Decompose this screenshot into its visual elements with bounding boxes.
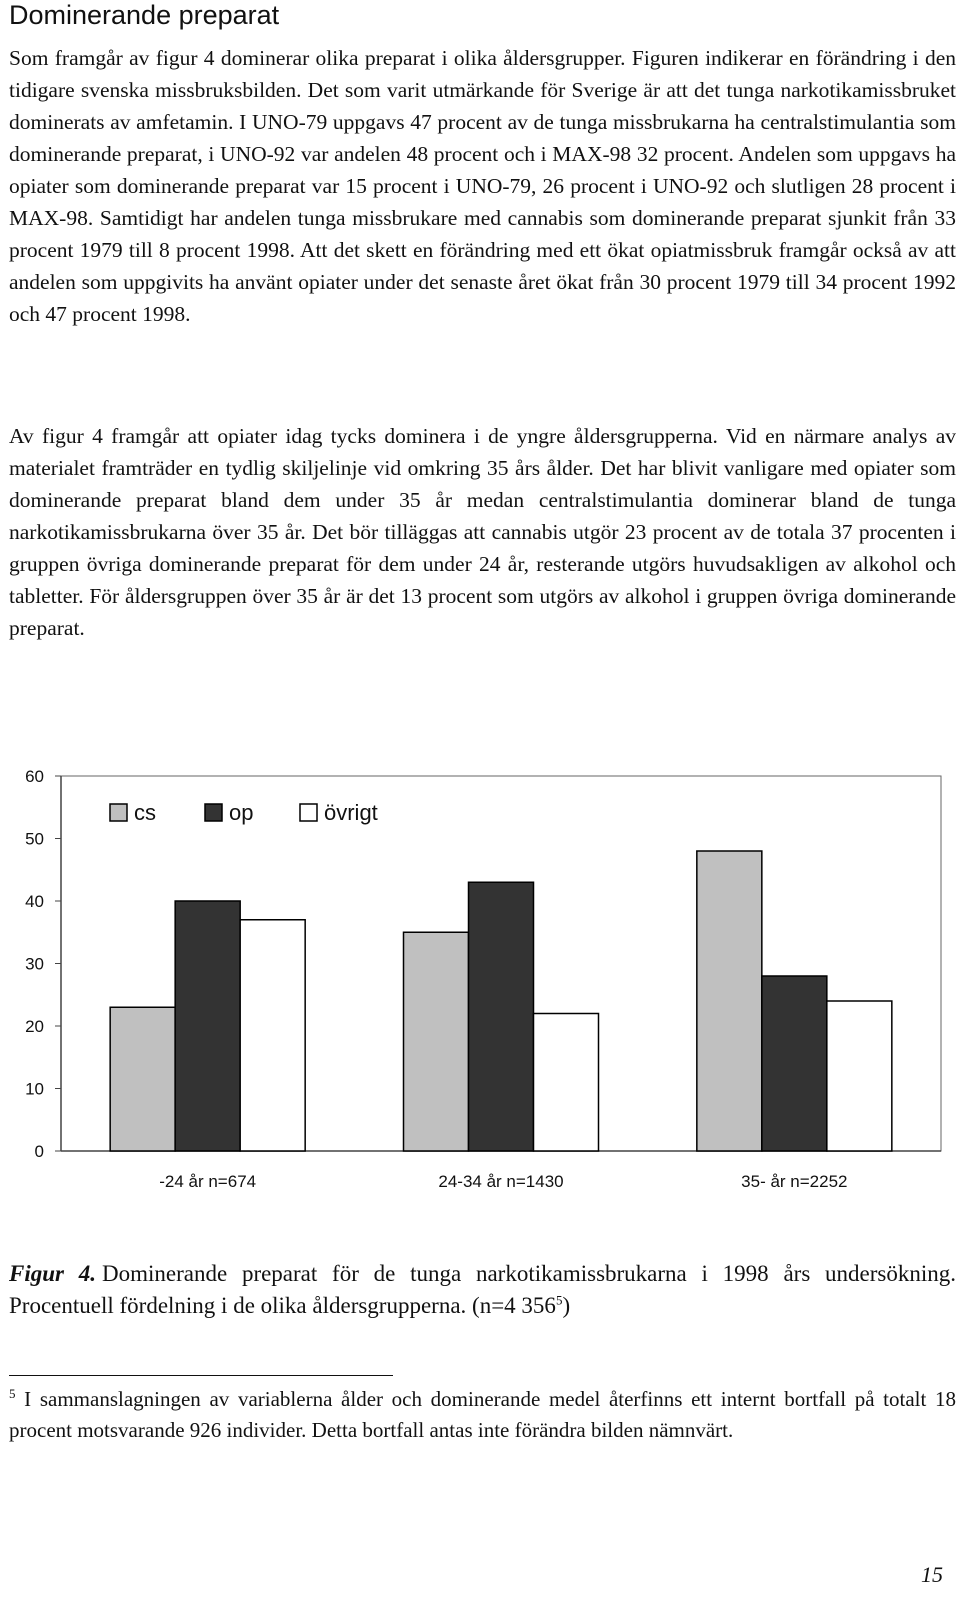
paragraph-2: Av figur 4 framgår att opiater idag tycks dominera i de yngre åldersgrupperna. Vid en närmare analys av materialet framträder en tydlig skiljelinje vid omkring 35 års ålder. Det har blivit vanligare med opiater som dominerande preparat bland dem under 35 år medan centralstimulantia dominerar bland de tunga narkotikamissbrukarna över 35 år. Det bör tilläggas att cannabis utgör 23 procent av de totala 37 procenten i gruppen övriga dominerande preparat för dem under 24 år, resterande utgörs huvudsakligen av alkohol och tabletter. För åldersgruppen över 35 år är det 13 procent som utgörs av alkohol i gruppen övriga dominerande preparat. [9, 424, 956, 640]
bar-övrigt-2 [534, 1014, 599, 1152]
y-tick-label: 60 [25, 767, 44, 786]
bar-övrigt-3 [827, 1001, 892, 1151]
footnote-text: I sammanslagningen av variablerna ålder och dominerande medel återfinns ett internt bortfall på totalt 18 procent motsvarande 926 individer. Detta bortfall antas inte förändra bilden nämnvärt. [9, 1387, 957, 1442]
bar-cs-3 [697, 851, 762, 1151]
x-tick-label: 35- år n=2252 [741, 1172, 848, 1191]
x-tick-label: -24 år n=674 [159, 1172, 257, 1191]
y-tick-label: 50 [25, 829, 44, 849]
paragraph-1: Som framgår av figur 4 dominerar olika preparat i olika åldersgrupper. Figuren indikerar en förändring i den tidigare svenska missbruksbilden. Det som varit utmärkande för Sverige är att det tunga narkotikamissbruket dominerats av amfetamin. I UNO-79 uppgavs 47 procent av de tunga missbrukarna ha centralstimulantia som dominerande preparat, i UNO-92 var andelen 48 procent och i MAX-98 32 procent. Andelen som uppgavs ha opiater som dominerande preparat var 15 procent i UNO-79, 26 procent i UNO-92 och slutligen 28 procent i MAX-98. Samtidigt har andelen tunga missbrukare med cannabis som dominerande preparat sjunkit från 33 procent 1979 till 8 procent 1998. Att det skett en förändring med ett ökat opiatmissbruk framgår också av att andelen som uppgivits ha använt opiater under det senaste året ökat från 30 procent 1979 till 34 procent 1992 och 47 procent 1998. [9, 46, 956, 326]
footnote-marker: 5 [9, 1386, 16, 1401]
footnote [9, 1384, 956, 1446]
figure-4-bar-chart [0, 760, 960, 1200]
legend-label-övrigt: övrigt [324, 800, 378, 825]
legend-swatch-övrigt [300, 804, 317, 821]
y-tick-label: 10 [25, 1079, 44, 1099]
figure-caption-suffix: ) [562, 1293, 571, 1318]
footnote-divider [9, 1375, 393, 1376]
y-tick-label: 40 [25, 892, 44, 911]
bar-op-2 [469, 882, 534, 1151]
bar-cs-2 [404, 932, 469, 1151]
bar-op-1 [175, 901, 240, 1151]
y-tick-label: 30 [25, 954, 44, 974]
legend-label-cs: cs [134, 800, 156, 825]
bar-op-3 [762, 976, 827, 1151]
legend-swatch-op [205, 804, 222, 821]
bar-cs-1 [110, 1007, 175, 1151]
section-heading: Dominerande preparat [9, 0, 280, 30]
footnote-reference: 5 [555, 1292, 563, 1308]
figure-caption [9, 1258, 956, 1322]
page-number: 15 [921, 1562, 943, 1587]
legend-swatch-cs [110, 804, 127, 821]
figure-label: Figur 4. [9, 1261, 96, 1286]
figure-caption-text: Dominerande preparat för de tunga narkotikamissbrukarna i 1998 års undersökning. Procentuell fördelning i de olika åldersgrupperna. (n=4 356 [9, 1261, 956, 1318]
x-tick-label: 24-34 år n=1430 [438, 1172, 564, 1191]
y-tick-label: 0 [34, 1142, 44, 1161]
y-tick-label: 20 [25, 1017, 44, 1036]
legend-label-op: op [229, 800, 254, 825]
bar-övrigt-1 [240, 920, 305, 1151]
